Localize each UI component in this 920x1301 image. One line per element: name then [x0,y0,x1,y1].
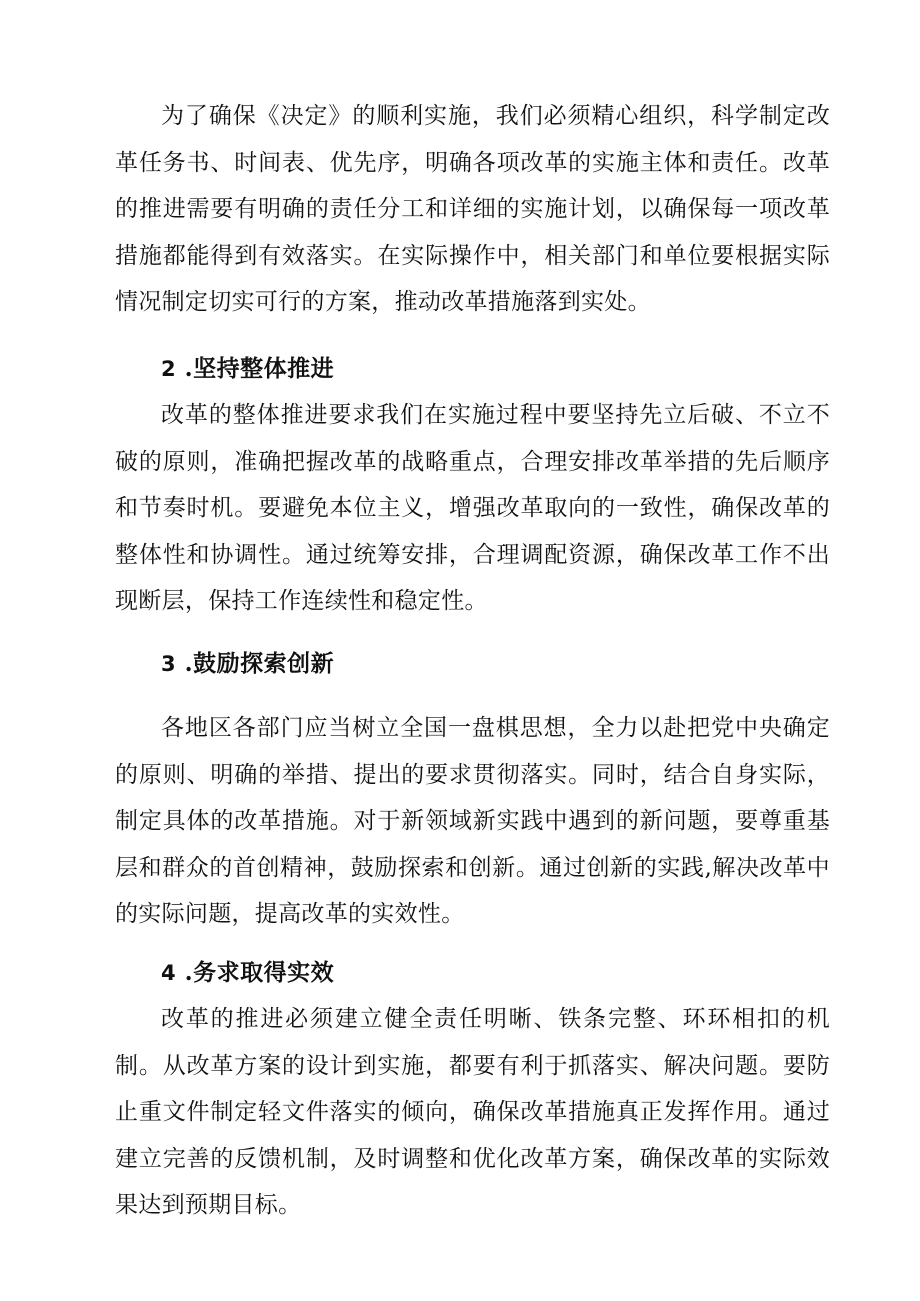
section-3-heading [115,641,830,688]
section-4-title: .务求取得实效 [184,958,335,986]
intro-paragraph: 为了确保《决定》的顺利实施，我们必须精心组织，科学制定改革任务书、时间表、优先序，明确各项改革的实施主体和责任。改革的推进需要有明确的责任分工和详细的实施计划，以确保每一项改革措施都能得到有效落实。在实际操作中，相关部门和单位要根据实际情况制定切实可行的方案，推动改革措施落到实处。 [115,103,830,315]
section-2-paragraph: 改革的整体推进要求我们在实施过程中要坚持先立后破、不立不破的原则，准确把握改革的战略重点，合理安排改革举措的先后顺序和节奏时机。要避免本位主义，增强改革取向的一致性，确保改革的整体性和协调性。通过统筹安排，合理调配资源，确保改革工作不出现断层，保持工作连续性和稳定性。 [115,402,830,614]
section-2-heading [115,346,830,393]
section-3-paragraph: 各地区各部门应当树立全国一盘棋思想，全力以赴把党中央确定的原则、明确的举措、提出的要求贯彻落实。同时，结合自身实际，制定具体的改革措施。对于新领域新实践中遇到的新问题，要尊重基层和群众的首创精神，鼓励探索和创新。通过创新的实践,解决改革中的实际问题，提高改革的实效性。 [115,715,830,927]
section-3-title: .鼓励探索创新 [184,649,335,677]
section-2-number: 2 [161,356,177,381]
section-3-number: 3 [161,651,177,676]
section-2-title: .坚持整体推进 [184,354,335,382]
section-4-paragraph: 改革的推进必须建立健全责任明晰、铁条完整、环环相扣的机制。从改革方案的设计到实施，都要有利于抓落实、解决问题。要防止重文件制定轻文件落实的倾向，确保改革措施真正发挥作用。通过建立完善的反馈机制，及时调整和优化改革方案，确保改革的实际效果达到预期目标。 [115,1006,830,1218]
section-4-heading [115,950,830,997]
section-4-number: 4 [161,960,177,985]
